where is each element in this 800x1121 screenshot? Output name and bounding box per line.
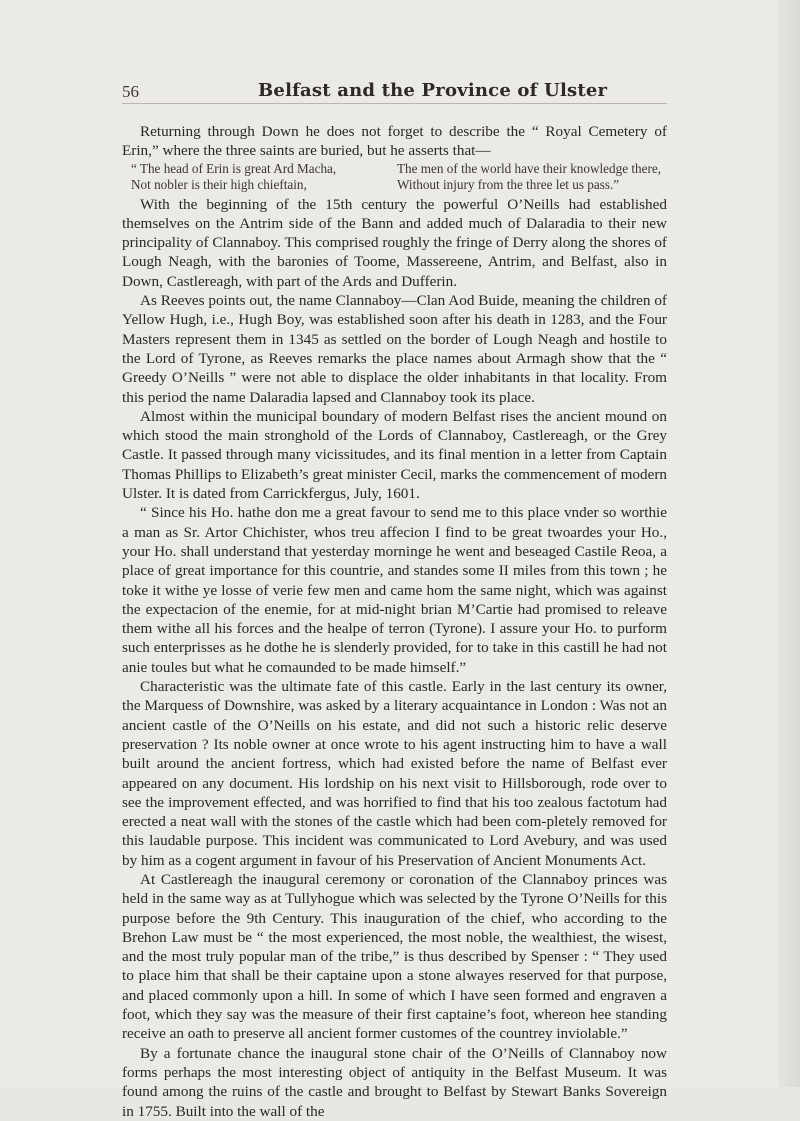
- verse-line: “ The head of Erin is great Ard Macha,: [131, 160, 337, 176]
- paragraph: With the beginning of the 15th century the powerful O’Neills had established themselves on the Antrim side of the Bann and added much of Dalaradia to their new principality of Clannaboy. This comprised roughly the fringe of Derry along the shores of Lough Neagh, with the baronies of Toome, Massereene, Antrim, and Belfast, also in Down, Castlereagh, with part of the Ards and Dufferin.: [122, 195, 667, 290]
- header-rule: [122, 103, 667, 104]
- page-number: 56: [122, 82, 139, 101]
- verse-left-column: [122, 161, 382, 194]
- paragraph: Almost within the municipal boundary of modern Belfast rises the ancient mound on which stood the main stronghold of the Lords of Clannaboy, Castlereagh, or the Grey Castle. It passed through many vicissitudes, and its final mention in a letter from Captain Thomas Phillips to Elizabeth’s great minister Cecil, marks the commencement of modern Ulster. It is dated from Carrickfergus, July, 1601.: [122, 407, 667, 503]
- verse-quotation: [122, 161, 667, 194]
- verse-line: Not nobler is their high chieftain,: [131, 177, 307, 193]
- paragraph: At Castlereagh the inaugural ceremony or coronation of the Clannaboy princes was held in the same way as at Tullyhogue which was selected by the Tyrone O’Neills for this purpose before the 9th Century. This inauguration of the chief, who according to the Brehon Law must be “ the most experienced, the most noble, the wealthiest, the wisest, and the most truly popular man of the tribe,” is thus described by Spenser : “ They used to place him that shall be their captaine upon a stone alwayes reserved for that purpose, and placed commonly upon a hill. In some of which I have seen formed and engraven a foot, which they say was the measure of their first captaine’s foot, whereon hee standing receive an oath to preserve all ancient former customes of the countrey inviolable.”: [122, 870, 667, 1043]
- verse-right-column: [397, 161, 667, 194]
- page-header: [0, 82, 800, 112]
- running-title: Belfast and the Province of Ulster: [258, 80, 608, 101]
- paragraph: As Reeves points out, the name Clannaboy—Clan Aod Buide, meaning the children of Yellow Hugh, i.e., Hugh Boy, was established soon after his death in 1283, and the Four Masters represent them in 1345 as settled on the border of Lough Neagh and hostile to the Lord of Tyrone, as Reeves remarks the place names about Armagh show that the “ Greedy O’Neills ” were not able to displace the older inhabitants in that locality. From this period the name Dalaradia lapsed and Clannaboy took its place.: [122, 292, 667, 406]
- verse-line: The men of the world have their knowledge there,: [397, 160, 662, 176]
- paragraph: Characteristic was the ultimate fate of this castle. Early in the last century its owner, the Marquess of Downshire, was asked by a literary acquaintance in London : Was not an ancient castle of the O’Neills on his estate, and did not such a historic relic deserve preservation ? Its noble owner at once wrote to his agent instructing him to have a wall built around the ancient fortress, which had existed before the name of Belfast ever appeared on any document. His lordship on his next visit to Hillsborough, rode over to see the improvement effected, and was horrified to find that his too zealous factotum had erected a neat wall with the stones of the castle which had been com-pletely removed for this laudable purpose. This incident was communicated to Lord Avebury, and was used by him as a cogent argument in favour of his Preservation of Ancient Monuments Act.: [122, 678, 667, 869]
- body-text: [122, 122, 667, 1121]
- paragraph: By a fortunate chance the inaugural stone chair of the O’Neills of Clannaboy now forms perhaps the most interesting object of antiquity in the Belfast Museum. It was found among the ruins of the castle and brought to Belfast by Stewart Banks Sovereign in 1755. Built into the wall of the: [122, 1044, 667, 1120]
- paragraph-intro: Returning through Down he does not forget to describe the “ Royal Cemetery of Erin,” where the three saints are buried, but he asserts that—: [122, 123, 667, 160]
- verse-line: Without injury from the three let us pass.”: [397, 177, 620, 193]
- paragraph: “ Since his Ho. hathe don me a great favour to send me to this place vnder so worthie a man as Sr. Artor Chichister, whos treu affecion I find to be great twoardes your Ho., your Ho. shall understand that yesterday morninge he went and beseaged Castile Reoa, a place of great importance for this countrie, and standes some II miles from this town ; he toke it withe ye losse of verie few men and came hom the same night, which was against the expectacion of the enemie, for at mid-night brian M’Cartie had promised to releave them withe all his forces and the healpe of terron (Tyrone). I assure your Ho. to purform such enterprisses as he dothe he is slenderly provided, for to take in this castill he had not anie toules but what he comaunded to be made himself.”: [122, 504, 667, 676]
- page-edge: [778, 0, 800, 1087]
